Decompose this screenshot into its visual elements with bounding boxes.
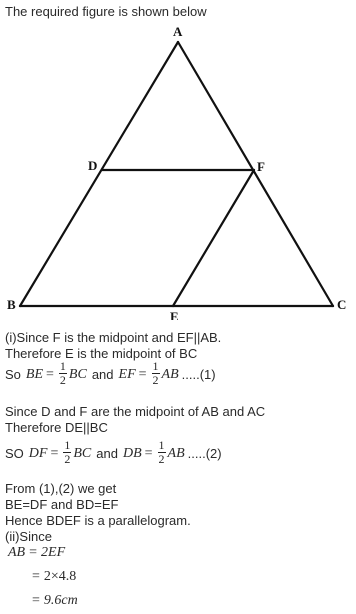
label-e: E [170, 309, 179, 320]
eq2-fraction-2: $\frac{1}{2}$ [158, 438, 165, 466]
eq2-and: and [96, 446, 118, 461]
calc3-equals: = [32, 593, 40, 608]
eq1-rhs2: AB [161, 366, 179, 382]
equation-1 [5, 361, 216, 388]
eq1-fraction-2: $\frac{1}{2}$ [152, 359, 159, 387]
label-f: F [257, 159, 265, 174]
calc3-rhs: 9.6cm [43, 593, 78, 608]
eq1-lhs2: EF [118, 366, 136, 382]
eq2-tag: .....(2) [187, 446, 222, 461]
calc1-equals: = [29, 545, 38, 560]
label-d: D [88, 158, 98, 173]
label-c: C [337, 297, 347, 312]
side-ab [20, 42, 178, 306]
segment-fe [173, 170, 254, 306]
line-p6: BE=DF and BD=EF [5, 497, 119, 512]
eq1-lhs1: BE [25, 366, 44, 382]
calc2-rhs: 2×4.8 [43, 569, 77, 584]
line-p2: Therefore E is the midpoint of BC [5, 346, 198, 361]
label-a: A [173, 24, 183, 39]
eq2-prefix: SO [5, 446, 24, 461]
eq1-rhs1: BC [68, 366, 87, 382]
equation-2 [5, 440, 222, 467]
eq1-equals-2: = [138, 366, 147, 382]
calc-line-3 [32, 593, 78, 609]
calc-line-2 [32, 569, 76, 585]
eq2-equals-2: = [144, 445, 153, 461]
triangle-figure [0, 20, 356, 320]
eq2-rhs2: AB [167, 445, 185, 461]
line-p4: Therefore DE||BC [5, 420, 108, 435]
eq1-prefix: So [5, 367, 21, 382]
eq2-fraction-1: $\frac{1}{2}$ [64, 438, 71, 466]
eq2-lhs1: DF [28, 445, 48, 461]
eq1-and: and [91, 367, 114, 382]
line-p7: Hence BDEF is a parallelogram. [5, 513, 191, 528]
eq2-equals-1: = [50, 445, 59, 461]
line-p8: (ii)Since [5, 529, 52, 544]
eq1-fraction-1: $\frac{1}{2}$ [59, 359, 66, 387]
calc1-rhs: 2EF [41, 545, 66, 560]
label-b: B [7, 297, 16, 312]
line-p5: From (1),(2) we get [5, 481, 117, 496]
intro-text: The required figure is shown below [5, 4, 207, 19]
eq1-tag: .....(1) [181, 367, 216, 382]
line-p3: Since D and F are the midpoint of AB and AC [5, 404, 266, 419]
eq2-lhs2: DB [122, 445, 142, 461]
calc1-lhs: AB [8, 545, 26, 560]
eq1-equals-1: = [46, 366, 54, 382]
calc2-equals: = [32, 569, 40, 584]
line-p1: (i)Since F is the midpoint and EF||AB. [5, 330, 222, 345]
calc-line-1 [8, 545, 65, 561]
side-ac [178, 42, 333, 306]
eq2-rhs1: BC [73, 445, 92, 461]
